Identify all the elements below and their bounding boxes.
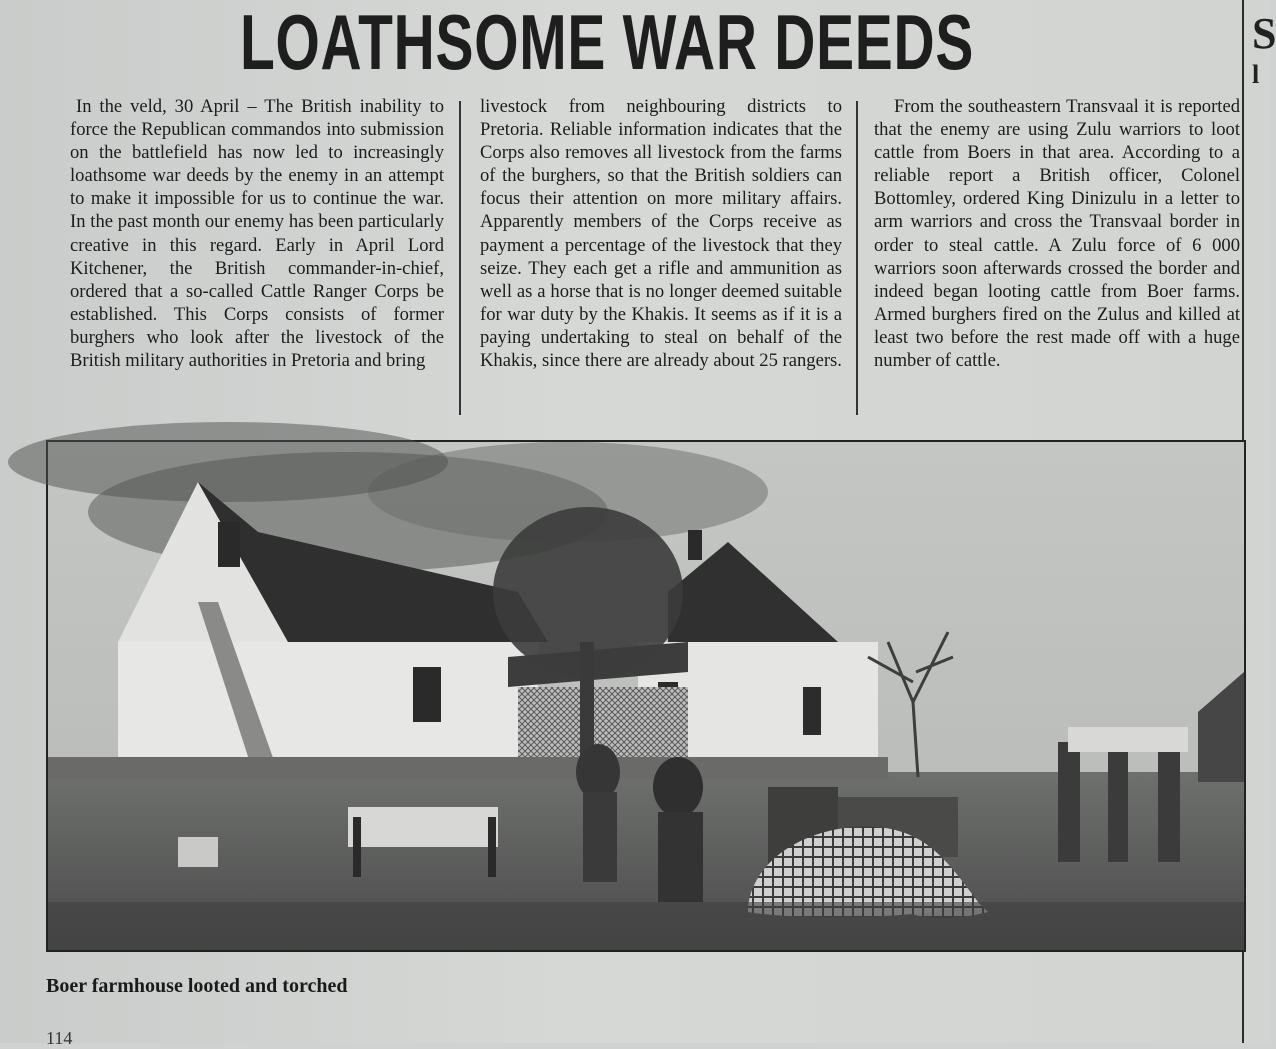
page-number: 114 (46, 1028, 73, 1048)
column-1-text: In the veld, 30 April – The British inability to force the Republican commandos into submission on the battlefield has now led to increasingly loathsome war deeds by the enemy in an attempt to make it impossible for us to continue the war. In the past month our enemy has been particularly creative in this regard. Early in April Lord Kitchener, the British commander-in-chief, ordered that a so-called Cattle Ranger Corps be established. This Corps consists of former burghers who look after the livestock of the British military authorities in Pretoria and bring (70, 96, 444, 372)
article-column-3 (874, 95, 1240, 372)
article-headline: LOATHSOME WAR DEEDS (240, 0, 975, 86)
article-column-2 (480, 95, 842, 372)
column-2-text: livestock from neighbouring districts to Pretoria. Reliable information indicates that the Corps also removes all livestock from the farms of the burghers, so that the British soldiers can focus their attention on more military affairs. Apparently members of the Corps receive as payment a percentage of the livestock that they seize. They each get a rifle and ammunition as well as a horse that is no longer deemed suitable for war duty by the Khakis. It seems as if it is a paying undertaking to steal on behalf of the Khakis, since there are already about 25 rangers. (480, 96, 842, 372)
column-3-text: From the southeastern Transvaal it is reported that the enemy are using Zulu warriors to loot cattle from Boers in that area. According to a reliable report a British officer, Colonel Bottomley, ordered King Dinizulu in a letter to arm warriors and cross the Transvaal border in order to steal cattle. A Zulu force of 6 000 warriors soon afterwards crossed the border and indeed began looting cattle from Boer farms. Armed burghers fired on the Zulus and killed at least two before the rest made off with a huge number of cattle. (874, 96, 1240, 372)
next-page-edge-letter: l (1252, 60, 1260, 89)
article-column-1 (70, 95, 444, 372)
photo-caption: Boer farmhouse looted and torched (46, 975, 348, 997)
column-divider (459, 101, 461, 415)
farmhouse-photo (46, 440, 1246, 952)
column-divider (856, 101, 858, 415)
next-page-edge-letter: S (1252, 9, 1276, 58)
